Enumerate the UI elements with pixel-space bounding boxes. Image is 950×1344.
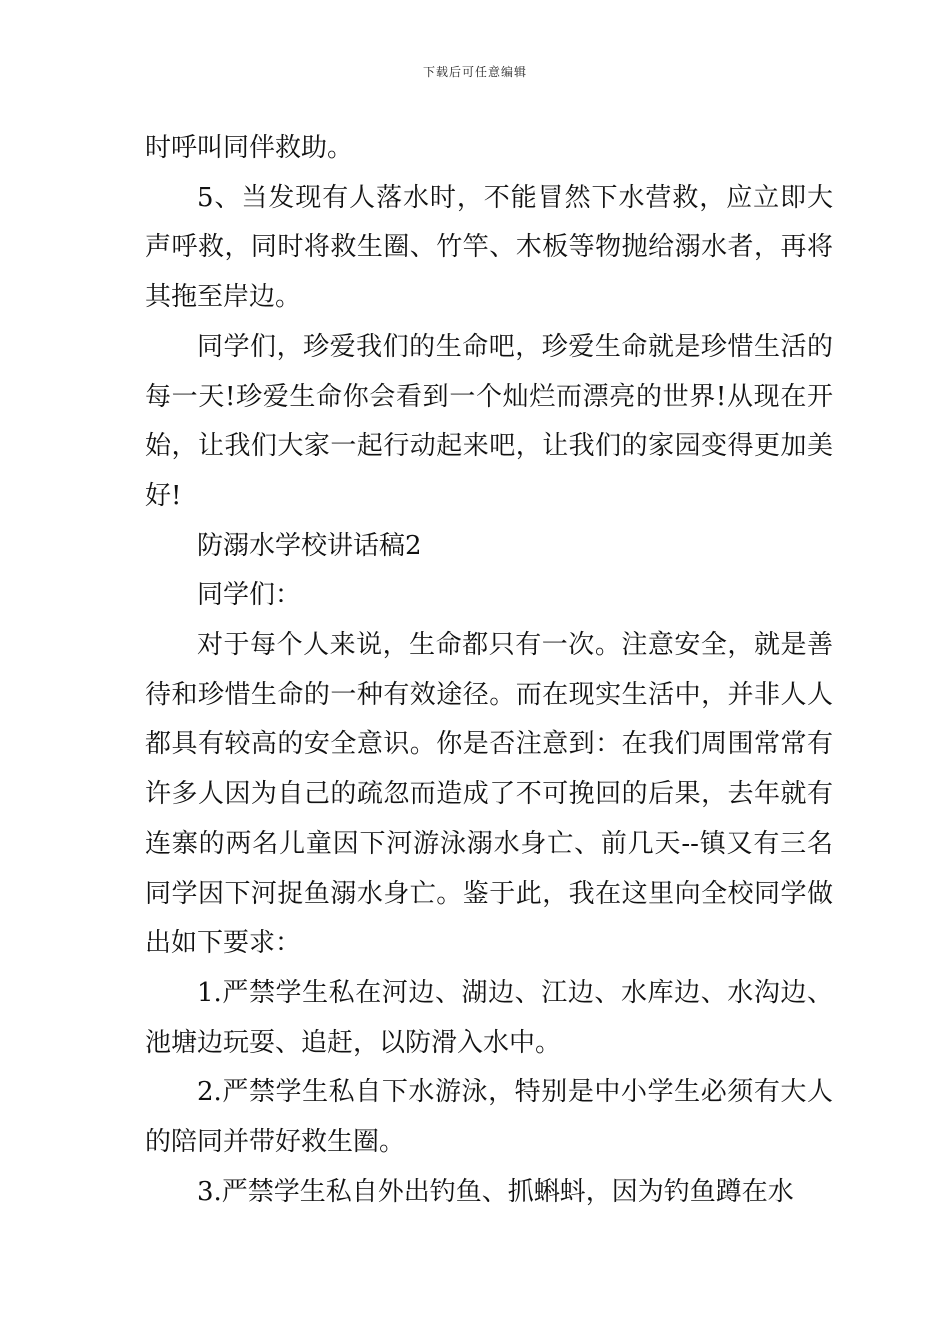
paragraph-continuation: 时呼叫同伴救助。 [145,133,354,163]
section-title: 防溺水学校讲话稿2 [197,530,422,561]
rule-item-1: 1.严禁学生私在河边、湖边、江边、水库边、水沟边、池塘边玩耍、追赶，以防滑入水中。 [145,977,833,1058]
salutation: 同学们： [197,580,302,611]
paragraph-closing: 同学们，珍爱我们的生命吧，珍爱生命就是珍惜生活的每一天!珍爱生命你会看到一个灿烂而漂亮的世界!从现在开始，让我们大家一起行动起来吧，让我们的家园变得更加美好! [145,331,833,511]
rule-item-2: 2.严禁学生私自下水游泳，特别是中小学生必须有大人的陪同并带好救生圈。 [145,1077,833,1158]
paragraph-item-5: 5、当发现有人落水时，不能冒然下水营救，应立即大声呼救，同时将救生圈、竹竿、木板等物抛给溺水者，再将其拖至岸边。 [145,182,833,313]
rule-item-3: 3.严禁学生私自外出钓鱼、抓蝌蚪，因为钓鱼蹲在水 [197,1176,794,1207]
page-header: 下载后可任意编辑 [422,65,527,79]
paragraph-intro: 对于每个人来说，生命都只有一次。注意安全，就是善待和珍惜生命的一种有效途径。而在现实生活中，并非人人都具有较高的安全意识。你是否注意到：在我们周围常常有许多人因为自己的疏忽而造成了不可挽回的后果，去年就有连寨的两名儿童因下河游泳溺水身亡、前几天--镇又有三名同学因下河捉鱼溺水身亡。鉴于此，我在这里向全校同学做出如下要求： [145,630,833,959]
document-body [145,124,833,1217]
